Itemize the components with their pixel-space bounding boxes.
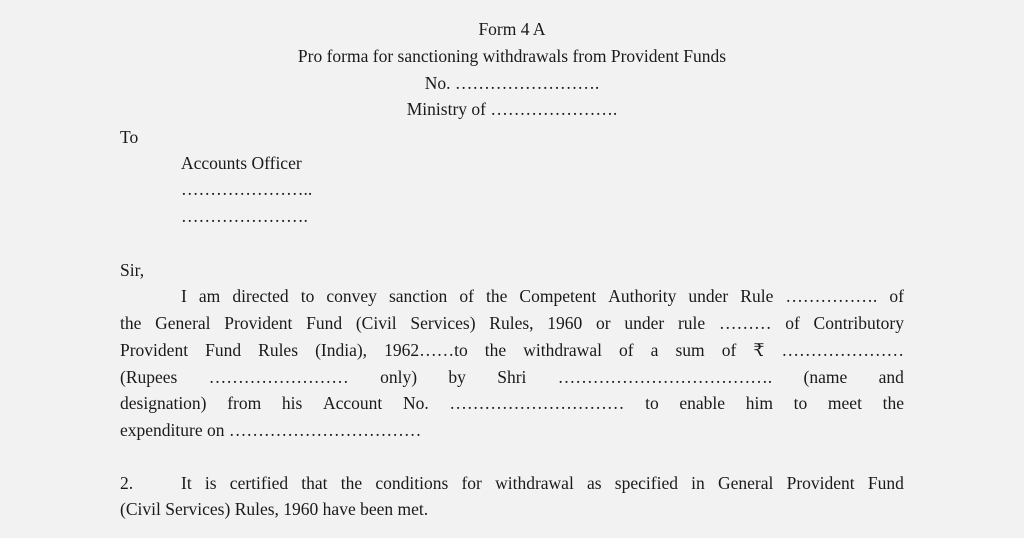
paragraph-2-number: 2. (120, 473, 134, 493)
word: to (793, 393, 808, 413)
word: of (459, 286, 474, 306)
ministry-line: Ministry of …………………. (406, 99, 618, 119)
salutation: Sir, (120, 260, 145, 280)
word: enable (679, 393, 726, 413)
form-title: Pro forma for sanctioning withdrawals from Provident Funds (297, 46, 727, 66)
word: Provident (120, 340, 189, 360)
word: sanction (388, 286, 448, 306)
paragraph-1-line-2 (120, 315, 904, 333)
word: the (120, 313, 142, 333)
word: withdrawal (495, 473, 574, 493)
paragraph-1-line-1 (181, 288, 904, 306)
word: withdrawal (523, 340, 602, 360)
recipient-title: Accounts Officer (181, 153, 302, 173)
word: of (619, 340, 634, 360)
word: ₹ (753, 340, 765, 360)
paragraph-1-line-4 (120, 369, 904, 387)
word: (Rupees (120, 367, 178, 387)
word: 1962……to (384, 340, 468, 360)
word: in (691, 473, 705, 493)
word: as (587, 473, 602, 493)
word: a (650, 340, 659, 360)
word: ……………. (785, 286, 878, 306)
word: from (227, 393, 262, 413)
word: only) (380, 367, 418, 387)
word: designation) (120, 393, 207, 413)
recipient-address-line-2: …………………. (181, 206, 308, 226)
word: 1960 (547, 313, 583, 333)
word: ………………… (781, 340, 904, 360)
word: his (281, 393, 303, 413)
paragraph-1-line-5 (120, 395, 904, 413)
word: Account (323, 393, 383, 413)
word: ………………………………. (557, 367, 773, 387)
word: I (181, 286, 187, 306)
word: meet (827, 393, 862, 413)
word: certified (229, 473, 289, 493)
word: Provident (786, 473, 855, 493)
word: specified (614, 473, 678, 493)
word: No. (402, 393, 429, 413)
recipient-address-line-1: ………………….. (181, 179, 313, 199)
paragraph-1-line-6: expenditure on …………………………… (120, 420, 422, 440)
word: (name (803, 367, 848, 387)
word: Rules (258, 340, 299, 360)
word: …………………… (208, 367, 349, 387)
word: Fund (306, 313, 343, 333)
word: the (882, 393, 904, 413)
word: of (785, 313, 800, 333)
word: Fund (205, 340, 242, 360)
word: Competent (519, 286, 597, 306)
paragraph-2-line-2: (Civil Services) Rules, 1960 have been met. (120, 499, 429, 519)
word: directed (232, 286, 289, 306)
word: rule (677, 313, 706, 333)
word: him (745, 393, 773, 413)
word: of (721, 340, 737, 360)
word: the (485, 286, 508, 306)
word: to (300, 286, 315, 306)
form-number: Form 4 A (478, 19, 546, 39)
word: Authority (608, 286, 677, 306)
word: by (448, 367, 466, 387)
word: General (718, 473, 774, 493)
word: am (198, 286, 221, 306)
word: is (204, 473, 217, 493)
word: conditions (375, 473, 449, 493)
word: Provident (224, 313, 293, 333)
word: and (878, 367, 904, 387)
word: Contributory (813, 313, 904, 333)
word: General (155, 313, 211, 333)
word: of (889, 286, 904, 306)
word: (Civil (355, 313, 397, 333)
word: under (624, 313, 665, 333)
word: convey (326, 286, 377, 306)
word: Shri (497, 367, 527, 387)
word: under (688, 286, 729, 306)
word: Rule (740, 286, 774, 306)
word: sum (675, 340, 705, 360)
word: that (301, 473, 328, 493)
word: Rules, (489, 313, 534, 333)
word: or (596, 313, 611, 333)
word: It (181, 473, 192, 493)
word: Fund (867, 473, 904, 493)
word: the (340, 473, 363, 493)
word: ………………………… (449, 393, 625, 413)
to-label: To (120, 127, 139, 147)
word: for (461, 473, 482, 493)
word: the (484, 340, 507, 360)
paragraph-1-line-3 (120, 342, 904, 360)
word: (India), (315, 340, 368, 360)
reference-number-line: No. ……………………. (424, 73, 600, 93)
word: to (645, 393, 659, 413)
word: ……… (718, 313, 772, 333)
paragraph-2-line-1 (181, 475, 904, 493)
word: Services) (410, 313, 476, 333)
